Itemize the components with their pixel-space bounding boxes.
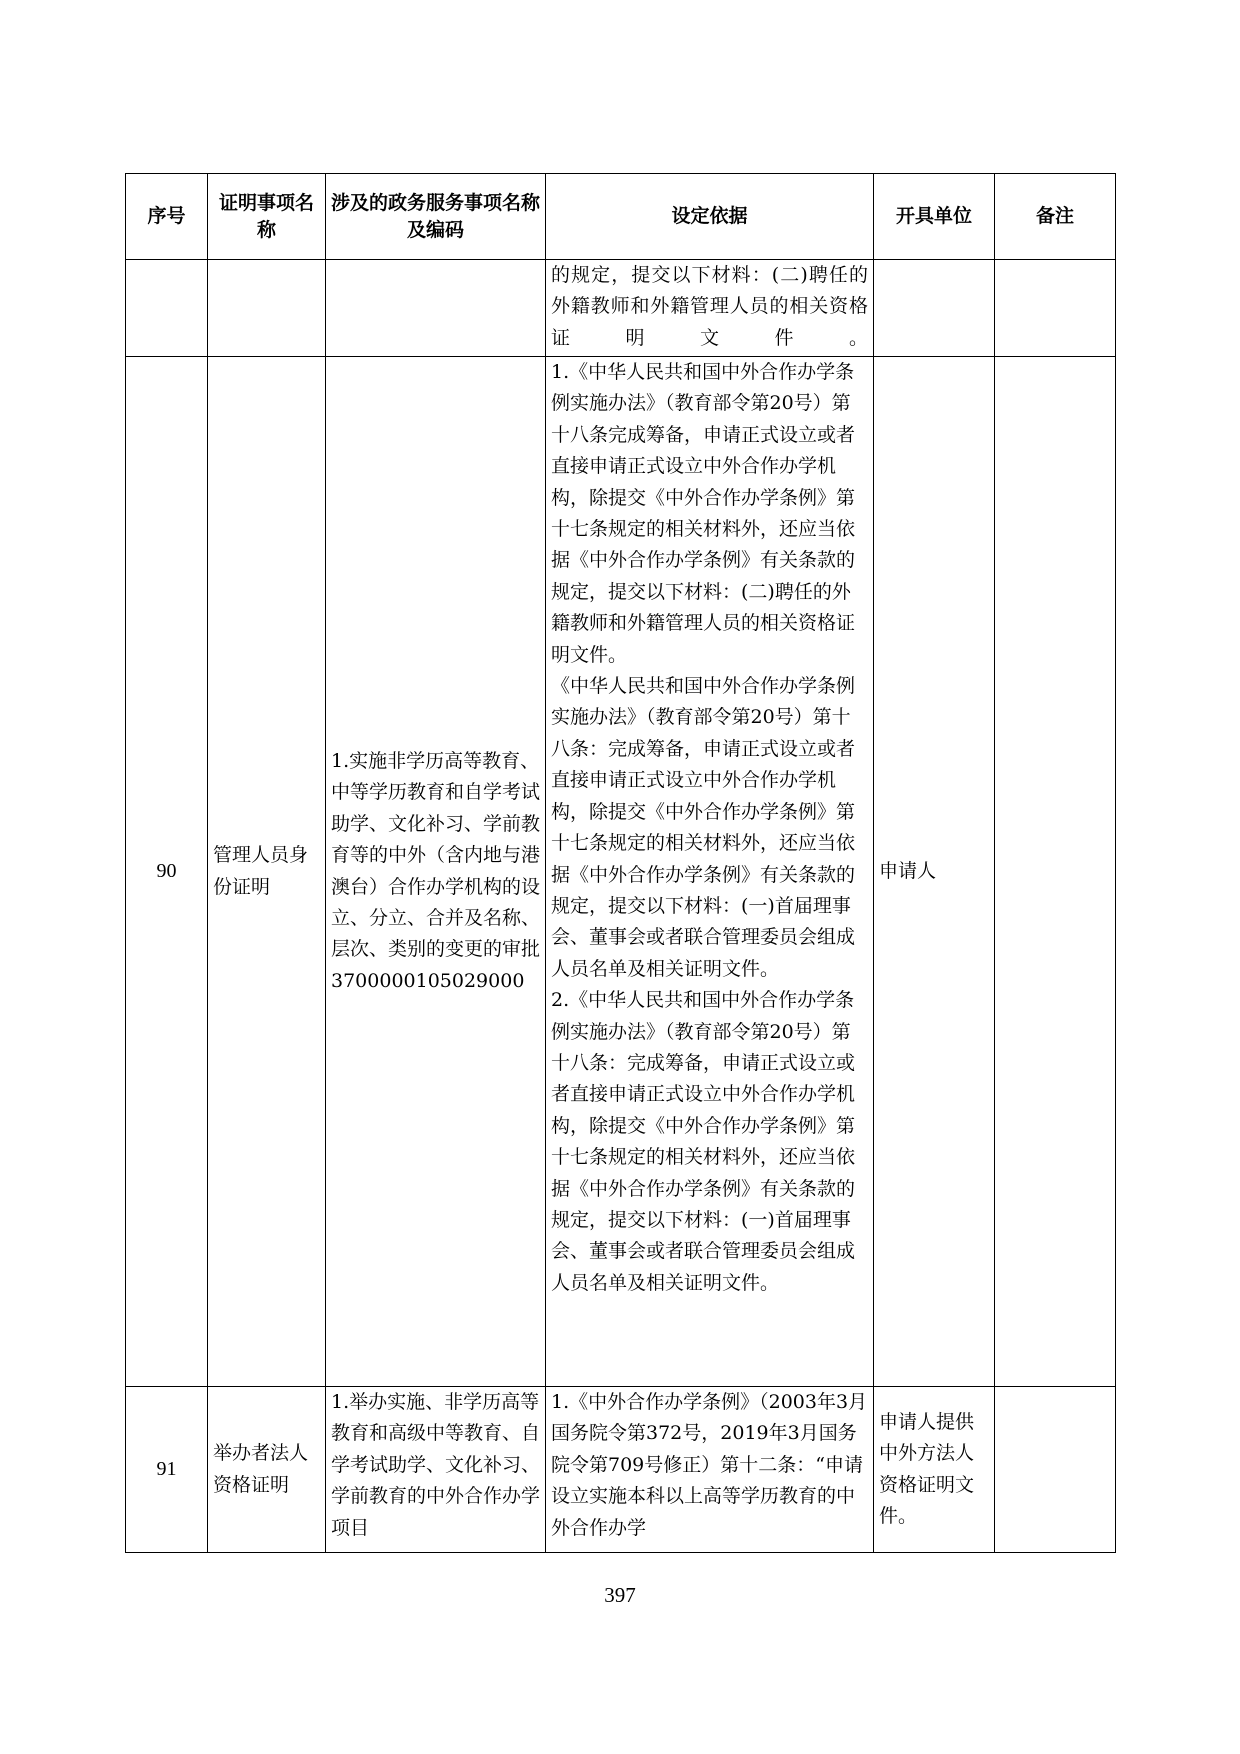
table-row-continued <box>126 260 1116 357</box>
cell-seq: 91 <box>126 1387 208 1553</box>
cell-service: 1.实施非学历高等教育、中等学历教育和自学考试助学、文化补习、学前教育等的中外（含内地与港澳台）合作办学机构的设立、分立、合并及名称、层次、类别的变更的审批3700000105029000 <box>326 357 546 1387</box>
cell-remark <box>995 357 1116 1387</box>
table-row-90 <box>126 357 1116 1387</box>
page-number: 397 <box>604 1583 636 1607</box>
basis-paragraph-3: 2.《中华人民共和国中外合作办学条例实施办法》（教育部令第20号）第十八条：完成筹备，申请正式设立或者直接申请正式设立中外合作办学机构，除提交《中外合作办学条例》第十七条规定的相关材料外，还应当依据《中外合作办学条例》有关条款的规定，提交以下材料：(一)首届理事会、董事会或者联合管理委员会组成人员名单及相关证明文件。 <box>551 989 856 1294</box>
cell-name <box>208 260 326 357</box>
cell-seq <box>126 260 208 357</box>
cell-remark <box>995 260 1116 357</box>
header-issuer: 开具单位 <box>874 174 995 260</box>
certification-table <box>125 173 1116 1553</box>
header-basis: 设定依据 <box>546 174 874 260</box>
cell-seq: 90 <box>126 357 208 1387</box>
basis-paragraph-1: 1.《中华人民共和国中外合作办学条例实施办法》（教育部令第20号）第十八条完成筹备，申请正式设立或者直接申请正式设立中外合作办学机构，除提交《中外合作办学条例》第十七条规定的相关材料外，还应当依据《中外合作办学条例》有关条款的规定，提交以下材料：(二)聘任的外籍教师和外籍管理人员的相关资格证明文件。 <box>551 361 856 666</box>
cell-name: 管理人员身份证明 <box>208 357 326 1387</box>
header-row <box>126 174 1116 260</box>
header-name: 证明事项名称 <box>208 174 326 260</box>
header-remark: 备注 <box>995 174 1116 260</box>
header-service: 涉及的政务服务事项名称及编码 <box>326 174 546 260</box>
cell-service <box>326 260 546 357</box>
cell-remark <box>995 1387 1116 1553</box>
cell-basis: 1.《中外合作办学条例》（2003年3月国务院令第372号，2019年3月国务院令第709号修正）第十二条：“申请设立实施本科以上高等学历教育的中外合作办学 <box>546 1387 874 1553</box>
table-row-91 <box>126 1387 1116 1553</box>
basis-paragraph-2: 《中华人民共和国中外合作办学条例实施办法》（教育部令第20号）第十八条：完成筹备，申请正式设立或者直接申请正式设立中外合作办学机构，除提交《中外合作办学条例》第十七条规定的相关材料外，还应当依据《中外合作办学条例》有关条款的规定，提交以下材料：(一)首届理事会、董事会或者联合管理委员会组成人员名单及相关证明文件。 <box>551 675 856 980</box>
cell-service: 1.举办实施、非学历高等教育和高级中等教育、自学考试助学、文化补习、学前教育的中外合作办学项目 <box>326 1387 546 1553</box>
cell-basis: 的规定，提交以下材料：(二)聘任的外籍教师和外籍管理人员的相关资格证明文件。 <box>546 260 874 357</box>
header-seq: 序号 <box>126 174 208 260</box>
cell-name: 举办者法人资格证明 <box>208 1387 326 1553</box>
cell-issuer <box>874 260 995 357</box>
cell-issuer: 申请人提供中外方法人资格证明文件。 <box>874 1387 995 1553</box>
cell-issuer: 申请人 <box>874 357 995 1387</box>
cell-basis <box>546 357 874 1387</box>
